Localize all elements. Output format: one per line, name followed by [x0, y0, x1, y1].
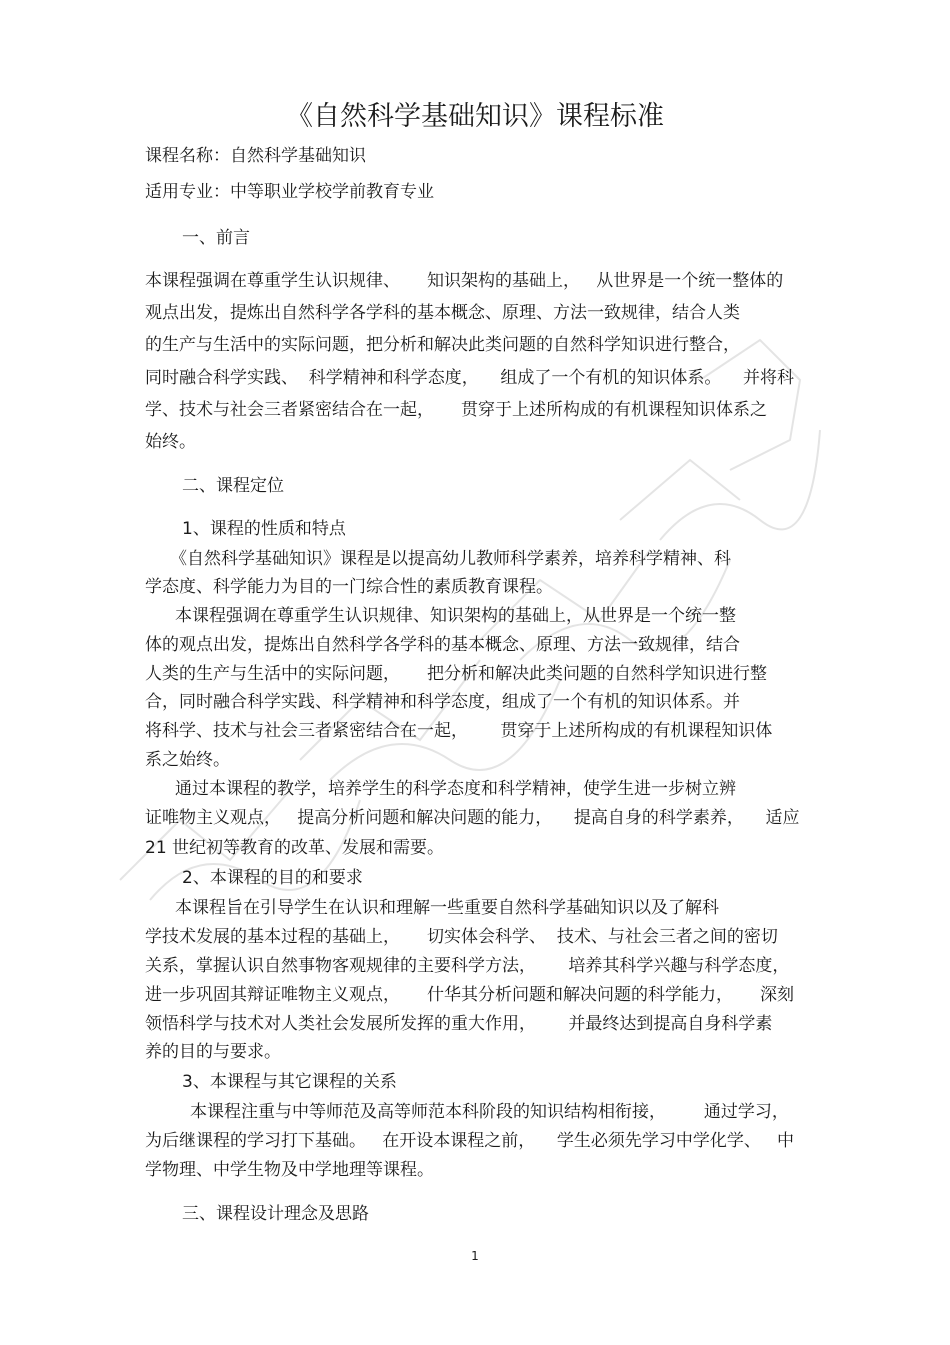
- paragraph-line: 本课程注重与中等师范及高等师范本科阶段的知识结构相衔接， 通过学习，: [190, 1102, 789, 1122]
- paragraph-line: 同时融合科学实践、 科学精神和科学态度， 组成了一个有机的知识体系。 并将科: [145, 368, 795, 388]
- paragraph-line: 人类的生产与生活中的实际问题， 把分析和解决此类问题的自然科学知识进行整: [145, 664, 768, 684]
- paragraph-line: 通过本课程的教学，培养学生的科学态度和科学精神，使学生进一步树立辨: [175, 779, 736, 799]
- paragraph-line: 学、技术与社会三者紧密结合在一起， 贯穿于上述所构成的有机课程知识体系之: [145, 400, 768, 420]
- subsection-heading: 1、课程的性质和特点: [182, 519, 346, 539]
- paragraph-line: 《自然科学基础知识》课程是以提高幼儿教师科学素养，培养科学精神、科: [170, 549, 731, 569]
- course-name: 课程名称：自然科学基础知识: [145, 146, 366, 166]
- paragraph-line: 本课程强调在尊重学生认识规律、 知识架构的基础上， 从世界是一个统一整体的: [145, 271, 784, 291]
- paragraph-line: 进一步巩固其辩证唯物主义观点， 什华其分析问题和解决问题的科学能力， 深刻: [145, 985, 795, 1005]
- section-heading-positioning: 二、课程定位: [182, 476, 284, 496]
- paragraph-line: 学技术发展的基本过程的基础上， 切实体会科学、 技术、与社会三者之间的密切: [145, 927, 778, 947]
- paragraph-line: 始终。: [145, 432, 196, 452]
- paragraph-line: 领悟科学与技术对人类社会发展所发挥的重大作用， 并最终达到提高自身科学素: [145, 1014, 773, 1034]
- subsection-heading: 2、本课程的目的和要求: [182, 868, 363, 888]
- paragraph-line: 观点出发，提炼出自然科学各学科的基本概念、原理、方法一致规律，结合人类: [145, 303, 740, 323]
- section-heading-design: 三、课程设计理念及思路: [182, 1204, 369, 1224]
- paragraph-line: 体的观点出发，提炼出自然科学各学科的基本概念、原理、方法一致规律，结合: [145, 635, 740, 655]
- page-number: 1: [471, 1249, 479, 1263]
- paragraph-line: 为后继课程的学习打下基础。 在开设本课程之前， 学生必须先学习中学化学、 中: [145, 1131, 795, 1151]
- paragraph-line: 关系，掌握认识自然事物客观规律的主要科学方法， 培养其科学兴趣与科学态度，: [145, 956, 790, 976]
- section-heading-preface: 一、前言: [182, 228, 250, 248]
- paragraph-line: 本课程强调在尊重学生认识规律、知识架构的基础上，从世界是一个统一整: [175, 606, 736, 626]
- paragraph-line: 系之始终。: [145, 750, 230, 770]
- applicable-major: 适用专业：中等职业学校学前教育专业: [145, 182, 434, 202]
- paragraph-line: 本课程旨在引导学生在认识和理解一些重要自然科学基础知识以及了解科: [175, 898, 719, 918]
- paragraph-line: 合，同时融合科学实践、科学精神和科学态度，组成了一个有机的知识体系。并: [145, 692, 740, 712]
- paragraph-line: 21 世纪初等教育的改革、发展和需要。: [145, 838, 445, 858]
- paragraph-line: 学态度、科学能力为目的一门综合性的素质教育课程。: [145, 577, 553, 597]
- paragraph-line: 学物理、中学生物及中学地理等课程。: [145, 1160, 434, 1180]
- paragraph-line: 将科学、技术与社会三者紧密结合在一起， 贯穿于上述所构成的有机课程知识体: [145, 721, 773, 741]
- subsection-heading: 3、本课程与其它课程的关系: [182, 1072, 397, 1092]
- paragraph-line: 养的目的与要求。: [145, 1042, 281, 1062]
- paragraph-line: 的生产与生活中的实际问题，把分析和解决此类问题的自然科学知识进行整合，: [145, 335, 740, 355]
- document-title: 《自然科学基础知识》课程标准: [286, 101, 664, 132]
- paragraph-line: 证唯物主义观点， 提高分析问题和解决问题的能力， 提高自身的科学素养， 适应: [145, 808, 800, 828]
